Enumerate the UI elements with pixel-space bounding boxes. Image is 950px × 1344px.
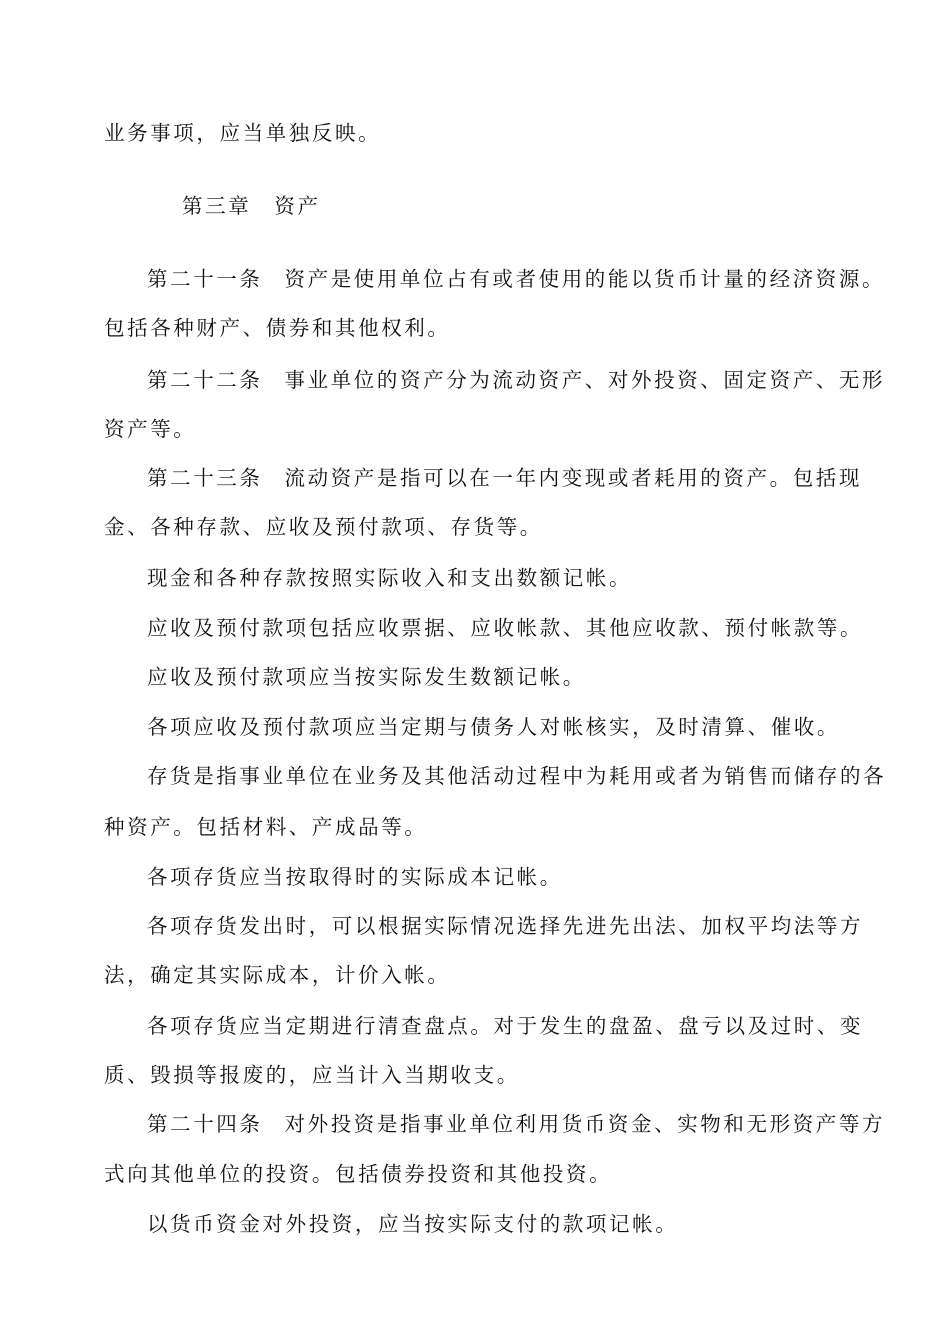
article-number: 第二十四条 <box>147 1112 263 1136</box>
paragraph-line: 金、各种存款、应收及预付款项、存货等。 <box>104 515 543 539</box>
paragraph-line: 以货币资金对外投资，应当按实际支付的款项记帐。 <box>147 1212 679 1236</box>
paragraph-line: 各项应收及预付款项应当定期与债务人对帐核实，及时清算、催收。 <box>147 715 840 739</box>
paragraph-line: 存货是指事业单位在业务及其他活动过程中为耗用或者为销售而储存的各 <box>147 764 887 788</box>
paragraph-line: 业务事项，应当单独反映。 <box>104 121 382 145</box>
paragraph-line: 资产等。 <box>104 417 197 441</box>
paragraph-line: 包括各种财产、债券和其他权利。 <box>104 316 451 340</box>
paragraph-line: 种资产。包括材料、产成品等。 <box>104 815 428 839</box>
article-number: 第二十三条 <box>147 466 263 490</box>
article-24-line: 第二十四条 对外投资是指事业单位利用货币资金、实物和无形资产等方 <box>147 1112 886 1136</box>
paragraph-line: 各项存货应当定期进行清查盘点。对于发生的盘盈、盘亏以及过时、变 <box>147 1014 864 1038</box>
paragraph-line: 各项存货应当按取得时的实际成本记帐。 <box>147 865 563 889</box>
chapter-heading: 第三章 资产 <box>182 194 321 218</box>
article-22-line: 第二十二条 事业单位的资产分为流动资产、对外投资、固定资产、无形 <box>147 368 886 392</box>
paragraph-line: 各项存货发出时，可以根据实际情况选择先进先出法、加权平均法等方 <box>147 914 864 938</box>
paragraph-line: 法，确定其实际成本，计价入帐。 <box>104 963 451 987</box>
paragraph-line: 式向其他单位的投资。包括债券投资和其他投资。 <box>104 1162 613 1186</box>
paragraph-line: 现金和各种存款按照实际收入和支出数额记帐。 <box>147 566 633 590</box>
article-23-line: 第二十三条 流动资产是指可以在一年内变现或者耗用的资产。包括现 <box>147 466 862 490</box>
article-number: 第二十二条 <box>147 368 263 392</box>
paragraph-line: 应收及预付款项应当按实际发生数额记帐。 <box>147 665 586 689</box>
paragraph-line: 质、毁损等报废的，应当计入当期收支。 <box>104 1063 520 1087</box>
paragraph-line: 应收及预付款项包括应收票据、应收帐款、其他应收款、预付帐款等。 <box>147 616 864 640</box>
article-number: 第二十一条 <box>147 267 263 291</box>
article-21-line: 第二十一条 资产是使用单位占有或者使用的能以货币计量的经济资源。 <box>147 267 886 291</box>
